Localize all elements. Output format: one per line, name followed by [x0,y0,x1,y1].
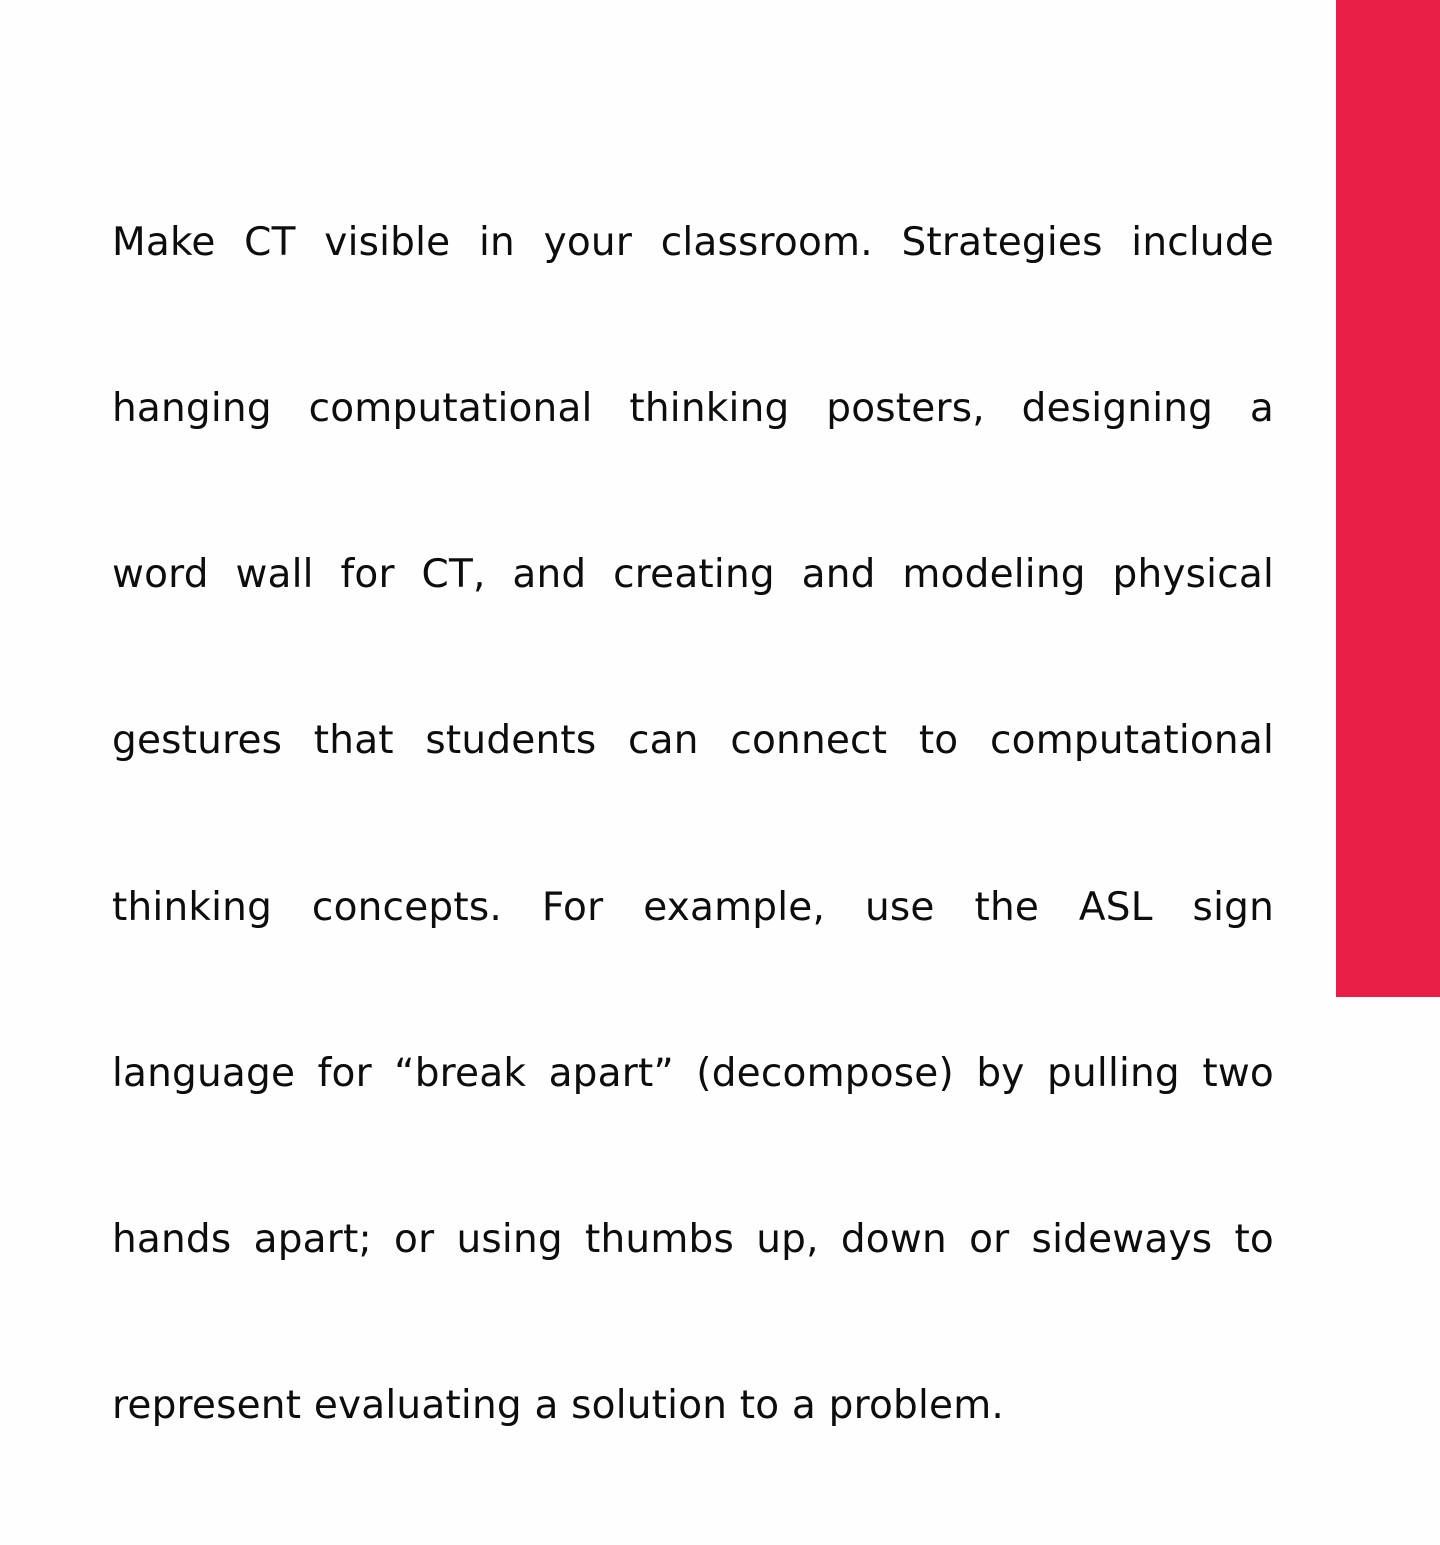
paragraph-line-5: thinking concepts. For example, use the ASL sign [112,884,1274,930]
paragraph-line-8: represent evaluating a solution to a problem. [112,1383,1004,1429]
accent-side-bar [1336,0,1440,997]
paragraph-line-7: hands apart; or using thumbs up, down or sideways to [112,1217,1274,1263]
body-paragraph [112,104,1274,1545]
paragraph-line-3: word wall for CT, and creating and modeling physical [112,552,1274,598]
paragraph-line-2: hanging computational thinking posters, designing a [112,386,1274,432]
paragraph-line-4: gestures that students can connect to computational [112,718,1274,764]
paragraph-line-1: Make CT visible in your classroom. Strategies include [112,219,1274,265]
paragraph-line-6: language for “break apart” (decompose) by pulling two [112,1050,1274,1096]
